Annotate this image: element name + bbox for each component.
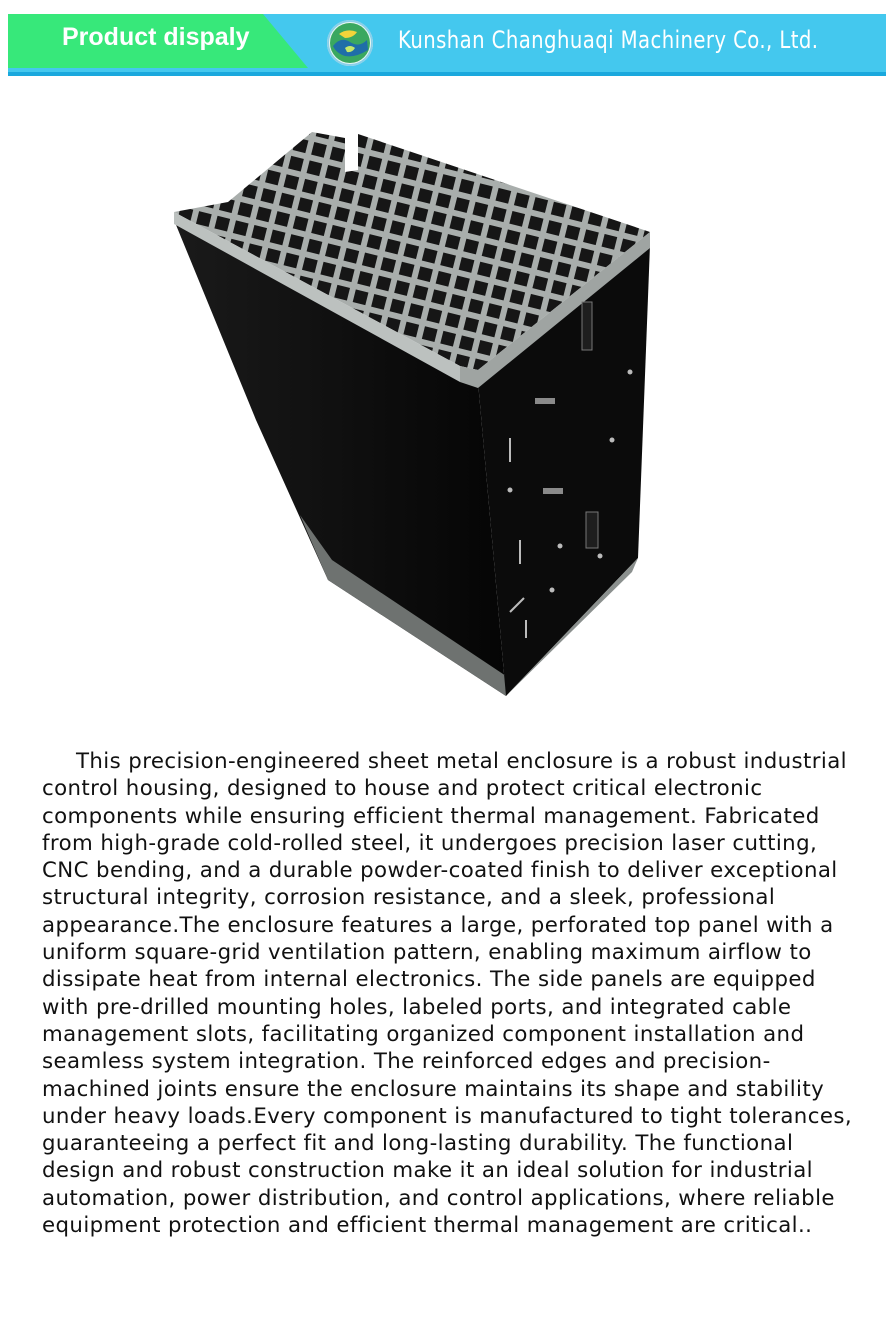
page-title: Product dispaly — [62, 23, 250, 51]
header-banner — [8, 14, 886, 76]
globe-logo-icon — [325, 18, 375, 68]
product-description: This precision-engineered sheet metal enclosure is a robust industrial control housing, designed to house and protect critical electronic components while ensuring efficient thermal management. Fabricated from high-grade cold-rolled steel, it undergoes precision laser cutting, CNC bending, and a durable powder-coated finish to deliver exceptional structural integrity, corrosion resistance, and a sleek, professional appearance.The enclosure features a large, perforated top panel with a uniform square-grid ventilation pattern, enabling maximum airflow to dissipate heat from internal electronics. The side panels are equipped with pre-drilled mounting holes, labeled ports, and integrated cable management slots, facilitating organized component installation and seamless system integration. The reinforced edges and precision-machined joints ensure the enclosure maintains its shape and stability under heavy loads.Every component is manufactured to tight tolerances, guaranteeing a perfect fit and long-lasting durability. The functional design and robust construction make it an ideal solution for industrial automation, power distribution, and control applications, where reliable equipment protection and efficient thermal management are critical.. — [42, 749, 852, 1239]
company-name: Kunshan Changhuaqi Machinery Co., Ltd. — [398, 26, 819, 54]
enclosure-photo — [160, 120, 680, 720]
